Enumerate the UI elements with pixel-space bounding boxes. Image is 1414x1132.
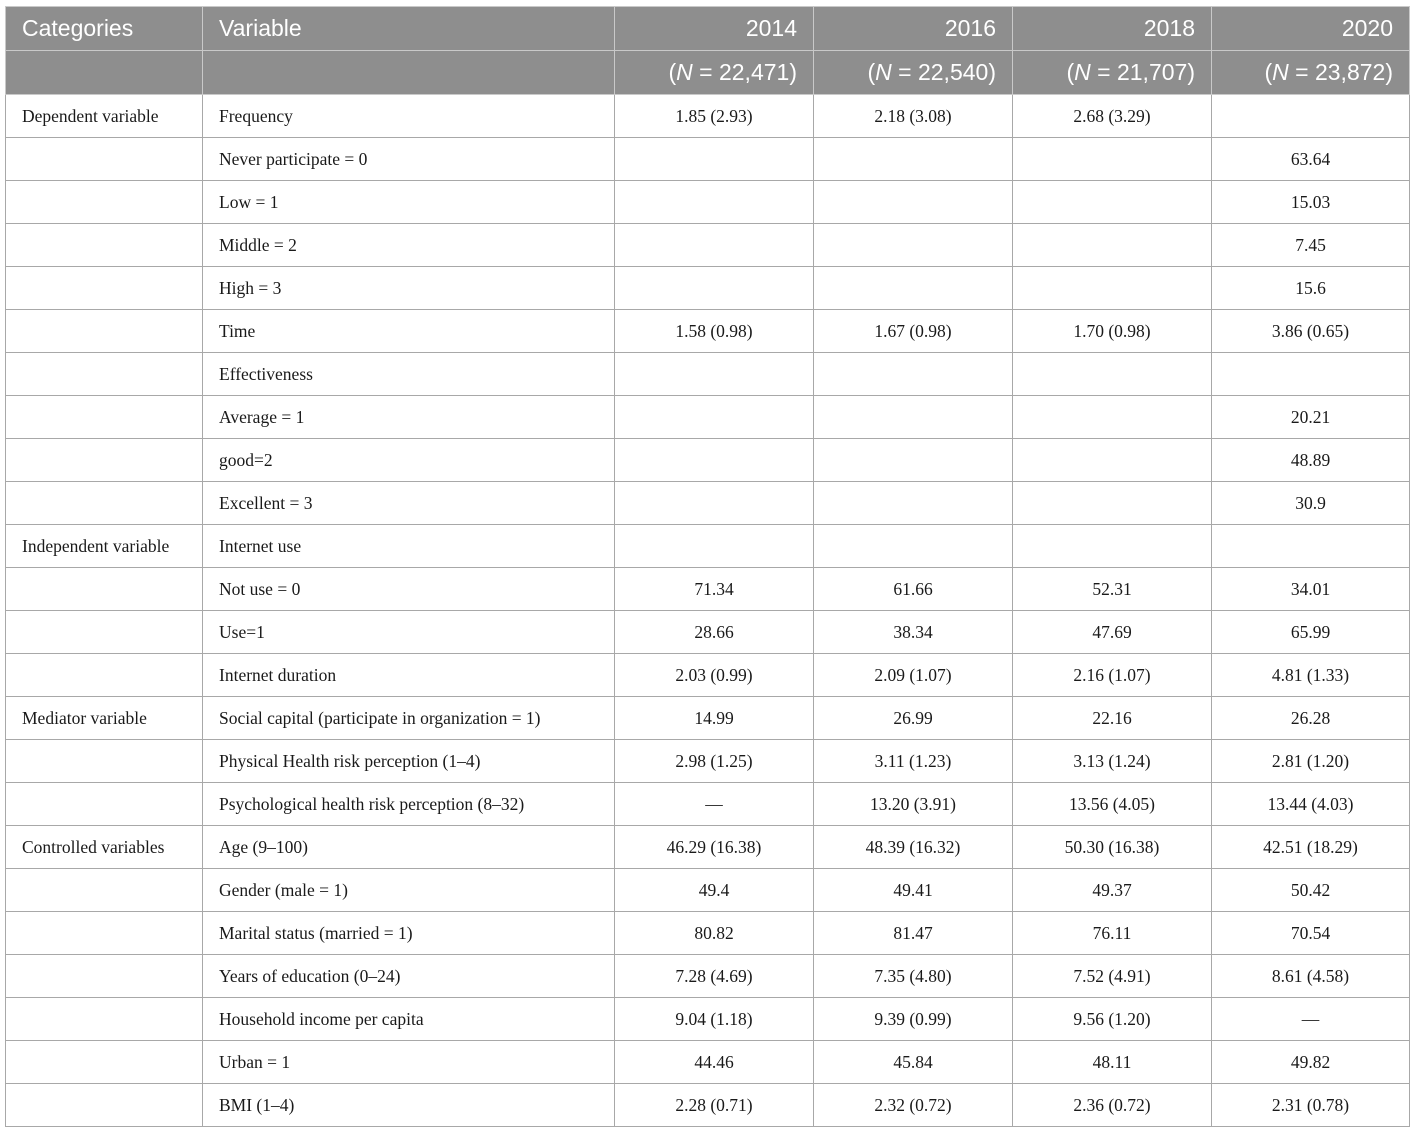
variable-cell: Internet use bbox=[203, 525, 615, 568]
category-cell bbox=[6, 310, 203, 353]
value-cell-2020: 8.61 (4.58) bbox=[1212, 955, 1410, 998]
category-cell bbox=[6, 955, 203, 998]
table-row bbox=[6, 611, 1410, 654]
value-cell-2016: 2.18 (3.08) bbox=[814, 95, 1013, 138]
category-cell bbox=[6, 439, 203, 482]
variable-cell: Effectiveness bbox=[203, 353, 615, 396]
category-cell bbox=[6, 353, 203, 396]
value-cell-2014: 1.58 (0.98) bbox=[615, 310, 814, 353]
header-n-2018: (N = 21,707) bbox=[1013, 51, 1212, 95]
category-cell: Controlled variables bbox=[6, 826, 203, 869]
value-cell-2020: 2.81 (1.20) bbox=[1212, 740, 1410, 783]
table-row bbox=[6, 998, 1410, 1041]
table-body bbox=[6, 95, 1410, 1127]
variable-cell: good=2 bbox=[203, 439, 615, 482]
variable-cell: Gender (male = 1) bbox=[203, 869, 615, 912]
value-cell-2018: 2.16 (1.07) bbox=[1013, 654, 1212, 697]
variable-cell: BMI (1–4) bbox=[203, 1084, 615, 1127]
value-cell-2016 bbox=[814, 396, 1013, 439]
value-cell-2014: — bbox=[615, 783, 814, 826]
category-cell: Dependent variable bbox=[6, 95, 203, 138]
header-blank-cell bbox=[203, 51, 615, 95]
value-cell-2018: 22.16 bbox=[1013, 697, 1212, 740]
value-cell-2018: 52.31 bbox=[1013, 568, 1212, 611]
category-cell bbox=[6, 1084, 203, 1127]
value-cell-2016: 2.09 (1.07) bbox=[814, 654, 1013, 697]
table-row bbox=[6, 697, 1410, 740]
value-cell-2016 bbox=[814, 181, 1013, 224]
value-cell-2014: 49.4 bbox=[615, 869, 814, 912]
value-cell-2020: 48.89 bbox=[1212, 439, 1410, 482]
value-cell-2018 bbox=[1013, 138, 1212, 181]
variable-cell: High = 3 bbox=[203, 267, 615, 310]
value-cell-2016 bbox=[814, 482, 1013, 525]
value-cell-2020: 26.28 bbox=[1212, 697, 1410, 740]
value-cell-2018: 13.56 (4.05) bbox=[1013, 783, 1212, 826]
table-row bbox=[6, 826, 1410, 869]
header-categories: Categories bbox=[6, 7, 203, 51]
variable-cell: Internet duration bbox=[203, 654, 615, 697]
value-cell-2016 bbox=[814, 224, 1013, 267]
table-row bbox=[6, 740, 1410, 783]
table-row bbox=[6, 353, 1410, 396]
table-row bbox=[6, 439, 1410, 482]
header-n-2020: (N = 23,872) bbox=[1212, 51, 1410, 95]
header-year-2018: 2018 bbox=[1013, 7, 1212, 51]
header-variable: Variable bbox=[203, 7, 615, 51]
category-cell: Mediator variable bbox=[6, 697, 203, 740]
variable-cell: Excellent = 3 bbox=[203, 482, 615, 525]
value-cell-2016: 45.84 bbox=[814, 1041, 1013, 1084]
value-cell-2020: 70.54 bbox=[1212, 912, 1410, 955]
value-cell-2020: 15.6 bbox=[1212, 267, 1410, 310]
category-cell bbox=[6, 224, 203, 267]
value-cell-2018: 2.68 (3.29) bbox=[1013, 95, 1212, 138]
value-cell-2014: 2.98 (1.25) bbox=[615, 740, 814, 783]
value-cell-2014 bbox=[615, 482, 814, 525]
value-cell-2014: 9.04 (1.18) bbox=[615, 998, 814, 1041]
value-cell-2018: 2.36 (0.72) bbox=[1013, 1084, 1212, 1127]
table-row bbox=[6, 1041, 1410, 1084]
table-row bbox=[6, 1084, 1410, 1127]
value-cell-2014: 46.29 (16.38) bbox=[615, 826, 814, 869]
value-cell-2020: 30.9 bbox=[1212, 482, 1410, 525]
value-cell-2018 bbox=[1013, 439, 1212, 482]
value-cell-2016 bbox=[814, 267, 1013, 310]
value-cell-2018: 49.37 bbox=[1013, 869, 1212, 912]
category-cell bbox=[6, 654, 203, 697]
value-cell-2016 bbox=[814, 439, 1013, 482]
variable-cell: Urban = 1 bbox=[203, 1041, 615, 1084]
value-cell-2018: 9.56 (1.20) bbox=[1013, 998, 1212, 1041]
value-cell-2020: 3.86 (0.65) bbox=[1212, 310, 1410, 353]
value-cell-2018: 47.69 bbox=[1013, 611, 1212, 654]
category-cell bbox=[6, 912, 203, 955]
value-cell-2018: 48.11 bbox=[1013, 1041, 1212, 1084]
value-cell-2020: 4.81 (1.33) bbox=[1212, 654, 1410, 697]
value-cell-2018 bbox=[1013, 224, 1212, 267]
value-cell-2014: 2.28 (0.71) bbox=[615, 1084, 814, 1127]
table-row bbox=[6, 568, 1410, 611]
table-row bbox=[6, 267, 1410, 310]
table-row bbox=[6, 181, 1410, 224]
value-cell-2020: 63.64 bbox=[1212, 138, 1410, 181]
value-cell-2020: 20.21 bbox=[1212, 396, 1410, 439]
value-cell-2020: 49.82 bbox=[1212, 1041, 1410, 1084]
variable-cell: Use=1 bbox=[203, 611, 615, 654]
table-row bbox=[6, 525, 1410, 568]
value-cell-2014 bbox=[615, 353, 814, 396]
value-cell-2016: 3.11 (1.23) bbox=[814, 740, 1013, 783]
value-cell-2018: 76.11 bbox=[1013, 912, 1212, 955]
table-header bbox=[6, 7, 1410, 95]
category-cell bbox=[6, 396, 203, 439]
variable-cell: Social capital (participate in organization = 1) bbox=[203, 697, 615, 740]
value-cell-2018 bbox=[1013, 181, 1212, 224]
value-cell-2014: 71.34 bbox=[615, 568, 814, 611]
variable-cell: Never participate = 0 bbox=[203, 138, 615, 181]
value-cell-2018 bbox=[1013, 396, 1212, 439]
header-year-2016: 2016 bbox=[814, 7, 1013, 51]
value-cell-2016: 48.39 (16.32) bbox=[814, 826, 1013, 869]
value-cell-2016: 38.34 bbox=[814, 611, 1013, 654]
value-cell-2016 bbox=[814, 138, 1013, 181]
category-cell bbox=[6, 181, 203, 224]
variable-cell: Psychological health risk perception (8–32) bbox=[203, 783, 615, 826]
table-row bbox=[6, 310, 1410, 353]
value-cell-2018: 3.13 (1.24) bbox=[1013, 740, 1212, 783]
category-cell bbox=[6, 482, 203, 525]
variable-cell: Time bbox=[203, 310, 615, 353]
value-cell-2016: 7.35 (4.80) bbox=[814, 955, 1013, 998]
value-cell-2020: 34.01 bbox=[1212, 568, 1410, 611]
category-cell bbox=[6, 740, 203, 783]
value-cell-2020: 50.42 bbox=[1212, 869, 1410, 912]
table-row bbox=[6, 482, 1410, 525]
value-cell-2020: 15.03 bbox=[1212, 181, 1410, 224]
value-cell-2018 bbox=[1013, 525, 1212, 568]
value-cell-2014: 1.85 (2.93) bbox=[615, 95, 814, 138]
value-cell-2020: 13.44 (4.03) bbox=[1212, 783, 1410, 826]
table-row bbox=[6, 955, 1410, 998]
category-cell: Independent variable bbox=[6, 525, 203, 568]
value-cell-2018 bbox=[1013, 353, 1212, 396]
header-n-2016: (N = 22,540) bbox=[814, 51, 1013, 95]
value-cell-2020: 7.45 bbox=[1212, 224, 1410, 267]
value-cell-2020 bbox=[1212, 525, 1410, 568]
value-cell-2016: 81.47 bbox=[814, 912, 1013, 955]
header-row-years bbox=[6, 7, 1410, 51]
value-cell-2018: 1.70 (0.98) bbox=[1013, 310, 1212, 353]
header-blank-cell bbox=[6, 51, 203, 95]
header-year-2014: 2014 bbox=[615, 7, 814, 51]
value-cell-2014: 44.46 bbox=[615, 1041, 814, 1084]
value-cell-2018: 7.52 (4.91) bbox=[1013, 955, 1212, 998]
table-row bbox=[6, 224, 1410, 267]
value-cell-2016: 1.67 (0.98) bbox=[814, 310, 1013, 353]
value-cell-2014: 14.99 bbox=[615, 697, 814, 740]
value-cell-2016: 26.99 bbox=[814, 697, 1013, 740]
table-row bbox=[6, 912, 1410, 955]
table-row bbox=[6, 138, 1410, 181]
value-cell-2014 bbox=[615, 267, 814, 310]
table-row bbox=[6, 95, 1410, 138]
value-cell-2016 bbox=[814, 525, 1013, 568]
value-cell-2020: 2.31 (0.78) bbox=[1212, 1084, 1410, 1127]
category-cell bbox=[6, 568, 203, 611]
value-cell-2014 bbox=[615, 181, 814, 224]
category-cell bbox=[6, 869, 203, 912]
category-cell bbox=[6, 138, 203, 181]
header-row-sample-sizes bbox=[6, 51, 1410, 95]
value-cell-2020 bbox=[1212, 95, 1410, 138]
category-cell bbox=[6, 1041, 203, 1084]
value-cell-2016: 61.66 bbox=[814, 568, 1013, 611]
table-row bbox=[6, 783, 1410, 826]
value-cell-2014 bbox=[615, 138, 814, 181]
value-cell-2018: 50.30 (16.38) bbox=[1013, 826, 1212, 869]
category-cell bbox=[6, 267, 203, 310]
category-cell bbox=[6, 998, 203, 1041]
header-year-2020: 2020 bbox=[1212, 7, 1410, 51]
variable-cell: Low = 1 bbox=[203, 181, 615, 224]
table-row bbox=[6, 869, 1410, 912]
value-cell-2014 bbox=[615, 525, 814, 568]
value-cell-2018 bbox=[1013, 482, 1212, 525]
variable-cell: Average = 1 bbox=[203, 396, 615, 439]
value-cell-2018 bbox=[1013, 267, 1212, 310]
value-cell-2020: 42.51 (18.29) bbox=[1212, 826, 1410, 869]
value-cell-2016: 2.32 (0.72) bbox=[814, 1084, 1013, 1127]
variable-cell: Middle = 2 bbox=[203, 224, 615, 267]
statistics-table bbox=[5, 6, 1410, 1127]
variable-cell: Marital status (married = 1) bbox=[203, 912, 615, 955]
value-cell-2014: 28.66 bbox=[615, 611, 814, 654]
value-cell-2020: — bbox=[1212, 998, 1410, 1041]
value-cell-2014 bbox=[615, 224, 814, 267]
value-cell-2014: 7.28 (4.69) bbox=[615, 955, 814, 998]
table-row bbox=[6, 654, 1410, 697]
category-cell bbox=[6, 611, 203, 654]
variable-cell: Household income per capita bbox=[203, 998, 615, 1041]
value-cell-2016: 49.41 bbox=[814, 869, 1013, 912]
value-cell-2020 bbox=[1212, 353, 1410, 396]
value-cell-2014: 80.82 bbox=[615, 912, 814, 955]
value-cell-2014: 2.03 (0.99) bbox=[615, 654, 814, 697]
value-cell-2016: 9.39 (0.99) bbox=[814, 998, 1013, 1041]
header-n-2014: (N = 22,471) bbox=[615, 51, 814, 95]
value-cell-2016 bbox=[814, 353, 1013, 396]
value-cell-2014 bbox=[615, 396, 814, 439]
value-cell-2016: 13.20 (3.91) bbox=[814, 783, 1013, 826]
value-cell-2020: 65.99 bbox=[1212, 611, 1410, 654]
variable-cell: Frequency bbox=[203, 95, 615, 138]
variable-cell: Years of education (0–24) bbox=[203, 955, 615, 998]
category-cell bbox=[6, 783, 203, 826]
value-cell-2014 bbox=[615, 439, 814, 482]
variable-cell: Not use = 0 bbox=[203, 568, 615, 611]
variable-cell: Age (9–100) bbox=[203, 826, 615, 869]
variable-cell: Physical Health risk perception (1–4) bbox=[203, 740, 615, 783]
table-row bbox=[6, 396, 1410, 439]
